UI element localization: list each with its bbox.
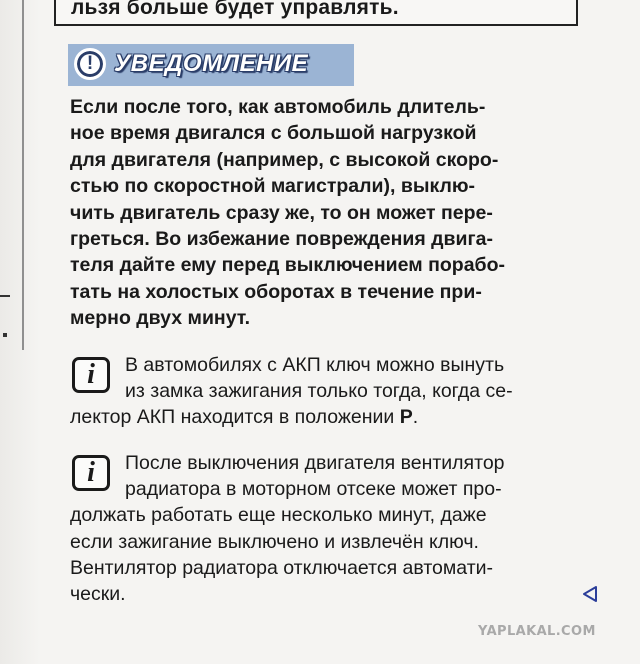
info-line-text: лектор АКП находится в положении [70, 406, 400, 429]
adjacent-column-fragment [3, 333, 7, 337]
info-line: чески. [70, 582, 126, 605]
info-block-radiator-fan [70, 450, 590, 607]
adjacent-column-fragment [0, 295, 10, 297]
info-line: из замка зажигания только тогда, когда се- [125, 380, 513, 403]
info-line: если зажигание выключено и извлечён ключ. [70, 530, 479, 553]
notice-line: теля дайте ему перед выключением порабо- [70, 254, 505, 277]
exclamation-glyph: ! [86, 53, 94, 74]
notice-line: тать на холостых оборотах в течение при- [70, 280, 482, 303]
continue-triangle-icon [582, 585, 598, 603]
info-line: должать работать еще несколько минут, даже [70, 504, 487, 527]
info-line: В автомобилях с АКП ключ можно вынуть [125, 354, 505, 376]
column-divider [22, 0, 24, 350]
notice-title: УВЕДОМЛЕНИЕ [114, 50, 309, 77]
notice-line: греться. Во избежание повреждения двига- [70, 227, 493, 250]
warning-box-fragment [54, 0, 578, 26]
info-icon [72, 357, 110, 393]
info-line: радиатора в моторном отсеке может про- [125, 478, 502, 501]
info-block-transmission [70, 352, 590, 431]
notice-line: чить двигатель сразу же, то он может пере- [70, 201, 493, 224]
info-line-text: . [412, 406, 419, 429]
info-line [70, 404, 590, 430]
selector-position-p: P [399, 406, 413, 429]
notice-line: Если после того, как автомобиль длитель- [70, 96, 486, 118]
page-left-edge [0, 0, 40, 664]
notice-line: ное время двигался с большой нагрузкой [70, 122, 477, 145]
watermark: YAPLAKAL.COM [478, 624, 596, 639]
notice-line: мерно двух минут. [70, 307, 251, 330]
info-glyph: i [87, 457, 95, 488]
info-icon [72, 455, 110, 491]
info-line: Вентилятор радиатора отключается автомати- [70, 556, 494, 579]
notice-line: стью по скоростной магистрали), выклю- [70, 175, 476, 198]
notice-banner [68, 44, 354, 86]
notice-body [70, 94, 590, 332]
exclamation-circle-icon [74, 48, 106, 80]
notice-line: для двигателя (например, с высокой скоро- [70, 148, 499, 171]
warning-text: льзя больше будет управлять. [71, 0, 399, 19]
info-line: После выключения двигателя вентилятор [125, 452, 505, 474]
info-glyph: i [87, 359, 95, 390]
